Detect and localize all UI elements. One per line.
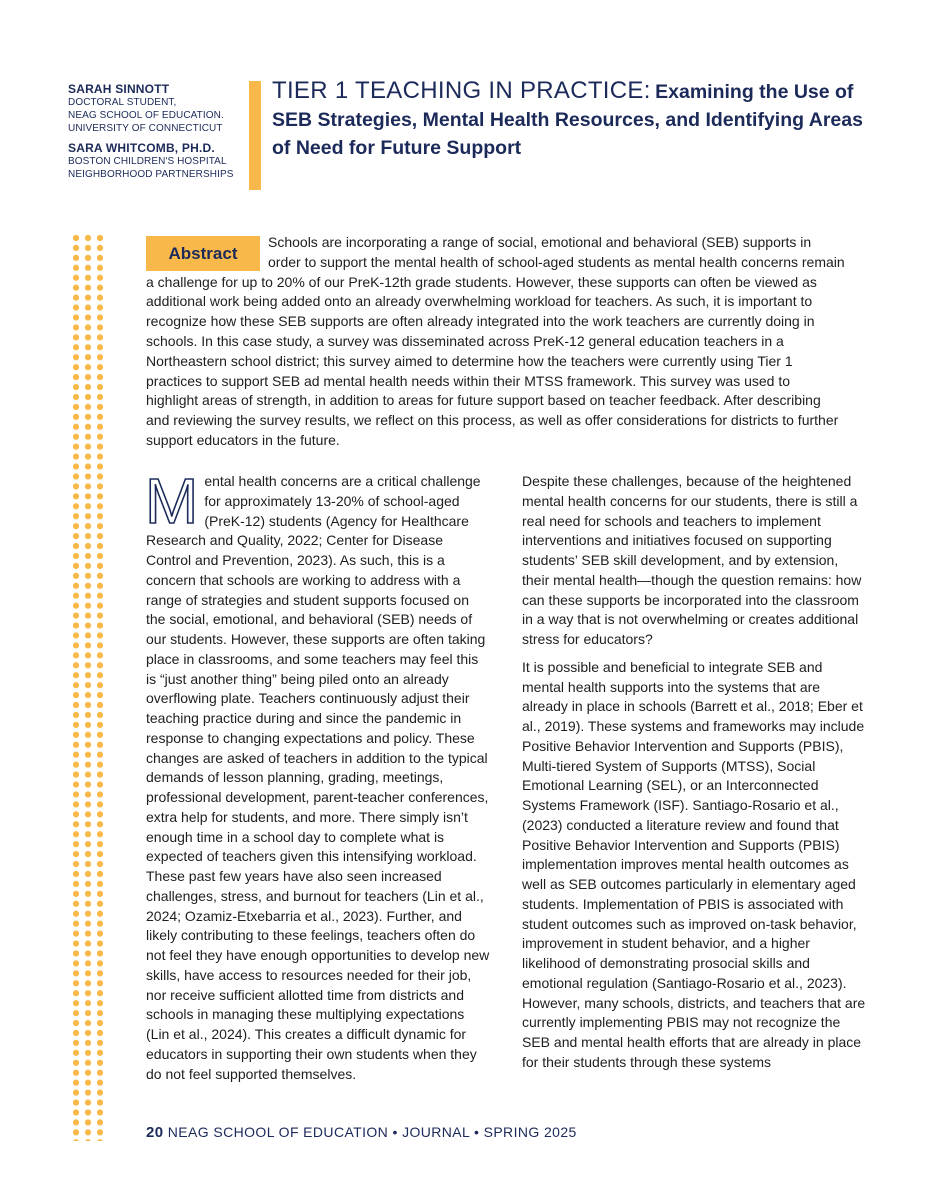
abstract-block — [146, 233, 846, 451]
author-block — [68, 82, 248, 181]
article-title-sub: Examining the Use of SEB Strategies, Mental Health Resources, and Identifying Areas of Need for Future Support — [272, 81, 863, 159]
author-affiliation-line: NEAG SCHOOL OF EDUCATION. — [68, 110, 224, 121]
article-title — [272, 78, 872, 163]
body-column-right — [522, 472, 867, 1073]
author-affiliation-line: NEIGHBORHOOD PARTNERSHIPS — [68, 169, 234, 180]
abstract-label: Abstract — [146, 236, 260, 271]
body-column-left — [145, 465, 491, 1084]
author-affiliation-line: UNIVERSITY OF CONNECTICUT — [68, 123, 223, 134]
article-title-main: TIER 1 TEACHING IN PRACTICE: — [272, 77, 651, 104]
author-name: SARA WHITCOMB, PH.D. — [68, 141, 215, 155]
body-paragraph: It is possible and beneficial to integrate SEB and mental health supports into the systems that are already in place in schools (Barrett et al., 2018; Eber et al., 2019). These systems and frameworks may include Positive Behavior Intervention and Supports (PBIS), Multi-tiered System of Supports (MTSS), Social Emotional Learning (SEL), or an Interconnected Systems Framework (ISF). Santiago-Rosario et al., (2023) conducted a literature review and found that Positive Behavior Intervention and Supports (PBIS) implementation improves mental health outcomes as well as SEB outcomes particularly in elementary aged students. Implementation of PBIS is associated with student outcomes such as improved on-task behavior, improvement in student behavior, and a higher likelihood of demonstrating prosocial skills and emotional regulation (Santiago-Rosario et al., 2023). However, many schools, districts, and teachers that are currently implementing PBIS may not recognize the SEB and mental health efforts that are already in place for their students through these systems — [522, 658, 866, 1070]
page-number: 20 — [146, 1124, 164, 1141]
author-affiliation-line: BOSTON CHILDREN'S HOSPITAL — [68, 156, 227, 167]
footer-text: NEAG SCHOOL OF EDUCATION • JOURNAL • SPRING 2025 — [167, 1124, 577, 1140]
abstract-text: Schools are incorporating a range of social, emotional and behavioral (SEB) supports in order to support the mental health of school-aged students as mental health concerns remain a challenge for up to 20% of our PreK-12th grade students. However, these supports can often be viewed as additional work being added onto an already overwhelming workload for teachers. As such, it is important to recognize how these SEB supports are often already integrated into the work teachers are currently doing in schools. In this case study, a survey was disseminated across PreK-12 general education teachers in a Northeastern school district; this survey aimed to determine how the teachers were currently using Tier 1 practices to support SEB ad mental health needs within their MTSS framework. This survey was used to highlight areas of strength, in addition to areas for future support based on teacher feedback. After describing and reviewing the survey results, we reflect on this process, as well as offer considerations for districts to further support educators in the future. — [146, 234, 845, 448]
author-affiliation-line: DOCTORAL STUDENT, — [68, 97, 177, 108]
author-name: SARAH SINNOTT — [68, 82, 170, 96]
decorative-dot-column — [70, 233, 106, 1141]
body-paragraph: Despite these challenges, because of the heightened mental health concerns for our students, there is still a real need for schools and teachers to implement interventions and initiatives focused on supporting students’ SEB skill development, and by extension, their mental health—though the question remains: how can these supports be incorporated into the classroom in a way that is not overwhelming or creates additional stress for educators? — [522, 473, 862, 647]
body-paragraph — [145, 465, 491, 1084]
title-accent-bar — [249, 81, 261, 190]
drop-cap: M — [145, 465, 199, 537]
page-footer — [146, 1124, 577, 1141]
body-paragraph-text: ental health concerns are a critical challenge for approximately 13-20% of school-aged (PreK-12) students (Agency for Healthcare Research and Quality, 2022; Center for Disease Control and Prevention, 2023). As such, this is a concern that schools are working to address with a range of strategies and student supports focused on the social, emotional, and behavioral (SEB) needs of our students. However, these supports are often taking place in classrooms, and some teachers may feel this is “just another thing” being piled onto an already overflowing plate. Teachers continuously adjust their teaching practice during and since the pandemic in response to changing expectations and policy. These changes are asked of teachers in addition to the typical demands of lesson planning, grading, meetings, professional development, parent-teacher conferences, extra help for students, and more. There simply isn’t enough time in a school day to complete what is expected of teachers given this intensifying workload. These past few years have also seen increased challenges, stress, and burnout for teachers (Lin et al., 2024; Ozamiz-Etxebarria et al., 2023). Further, and likely contributing to these feelings, teachers often do not feel they have enough opportunities to develop new skills, have access to resources needed for their job, nor receive sufficient allotted time from districts and schools in managing these multiplying expectations (Lin et al., 2024). This creates a difficult dynamic for educators in supporting their own students when they do not feel supported themselves. — [146, 473, 490, 1082]
